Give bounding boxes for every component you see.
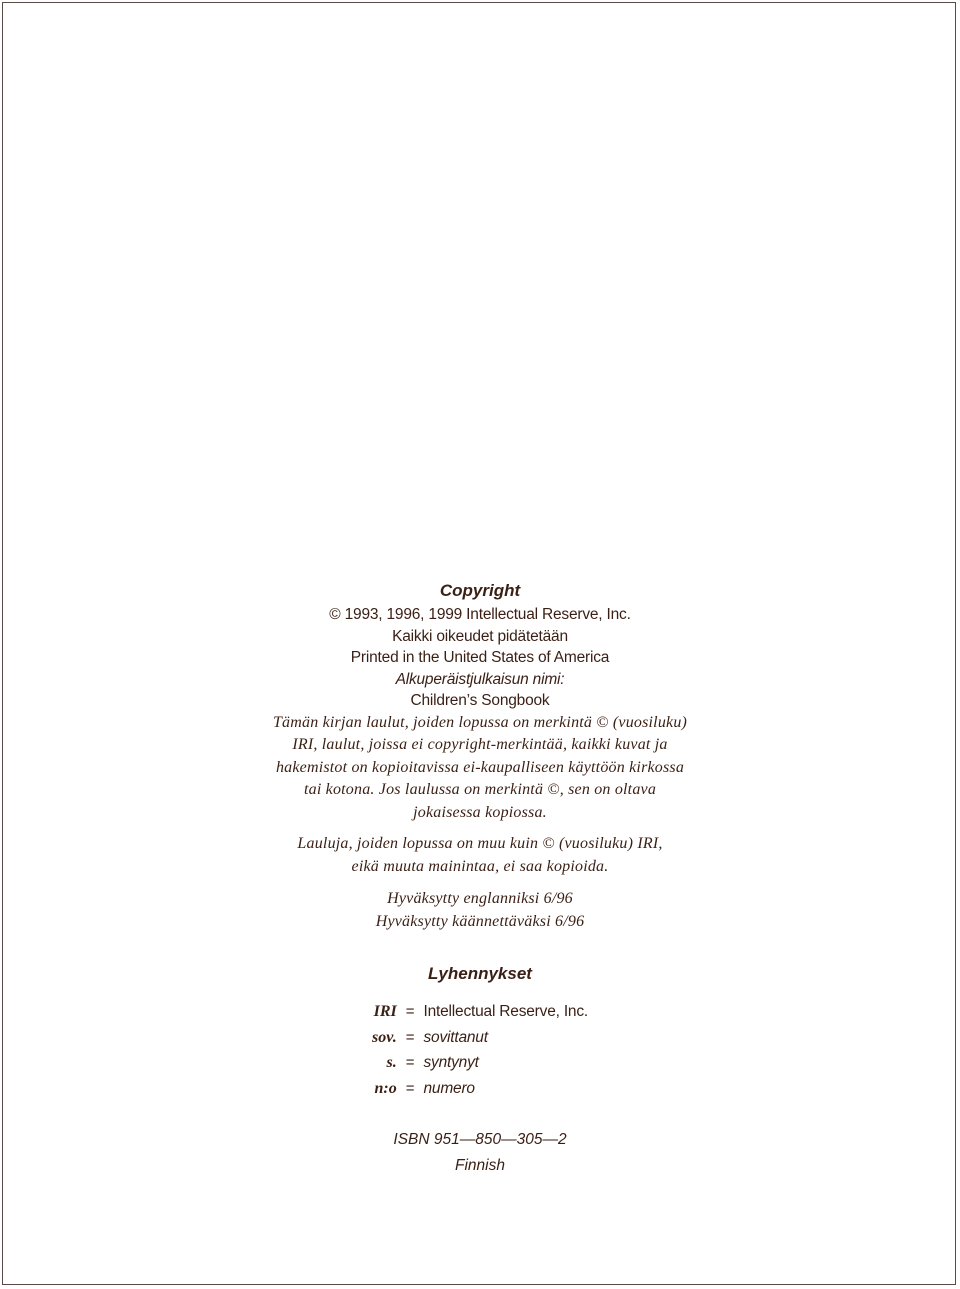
abbreviation-key: n:o: [374, 1079, 397, 1097]
printed-in: Printed in the United States of America: [350, 649, 610, 666]
abbreviation-value: numero: [423, 1079, 475, 1097]
approval-english: Hyväksytty englanniksi 6/96: [387, 890, 573, 907]
equals-sign: =: [405, 1079, 415, 1097]
equals-sign: =: [405, 1054, 415, 1071]
abbreviation-key: sov.: [371, 1028, 397, 1046]
copy-permission-paragraph: [0, 712, 960, 825]
abbreviation-row: [372, 1025, 588, 1051]
copyright-heading: Copyright: [439, 581, 521, 600]
copy-restriction-paragraph: [0, 833, 960, 878]
copyright-notice: © 1993, 1996, 1999 Intellectual Reserve, Inc.: [329, 606, 631, 623]
abbreviation-row: [372, 1050, 588, 1076]
abbreviations-list: [372, 999, 588, 1101]
abbreviation-key: IRI: [373, 1003, 397, 1020]
equals-sign: =: [405, 1003, 415, 1020]
original-publication-label: Alkuperäistjulkaisun nimi:: [395, 670, 565, 688]
paragraph-line: hakemistot on kopioitavissa ei-kaupalliseen käyttöön kirkossa: [275, 758, 685, 776]
paragraph-line: Lauluja, joiden lopussa on muu kuin © (vuosiluku) IRI,: [297, 835, 663, 852]
original-publication-title: Children’s Songbook: [410, 692, 550, 709]
paragraph-line: Tämän kirjan laulut, joiden lopussa on merkintä © (vuosiluku): [272, 713, 688, 731]
abbreviation-key: s.: [386, 1054, 397, 1071]
edition-language: Finnish: [455, 1157, 505, 1174]
copyright-page-content: [0, 578, 960, 1179]
paragraph-line: IRI, laulut, joissa ei copyright-merkintää, kaikki kuvat ja: [292, 736, 668, 753]
paragraph-line: jokaisessa kopiossa.: [413, 803, 547, 821]
abbreviation-row: [372, 999, 588, 1025]
abbreviations-heading: Lyhennykset: [428, 964, 532, 983]
approval-translation: Hyväksytty käännettäväksi 6/96: [375, 912, 585, 930]
isbn-number: ISBN 951—850—305—2: [393, 1131, 567, 1148]
abbreviation-value: syntynyt: [423, 1054, 479, 1071]
abbreviation-row: [372, 1076, 588, 1102]
rights-reserved: Kaikki oikeudet pidätetään: [392, 627, 568, 645]
approval-paragraph: [0, 888, 960, 933]
paragraph-line: eikä muuta mainintaa, ei saa kopioida.: [351, 857, 609, 875]
equals-sign: =: [405, 1028, 415, 1046]
abbreviation-value: sovittanut: [423, 1028, 488, 1046]
abbreviation-value: Intellectual Reserve, Inc.: [423, 1003, 589, 1020]
paragraph-line: tai kotona. Jos laulussa on merkintä ©, sen on oltava: [303, 781, 657, 798]
